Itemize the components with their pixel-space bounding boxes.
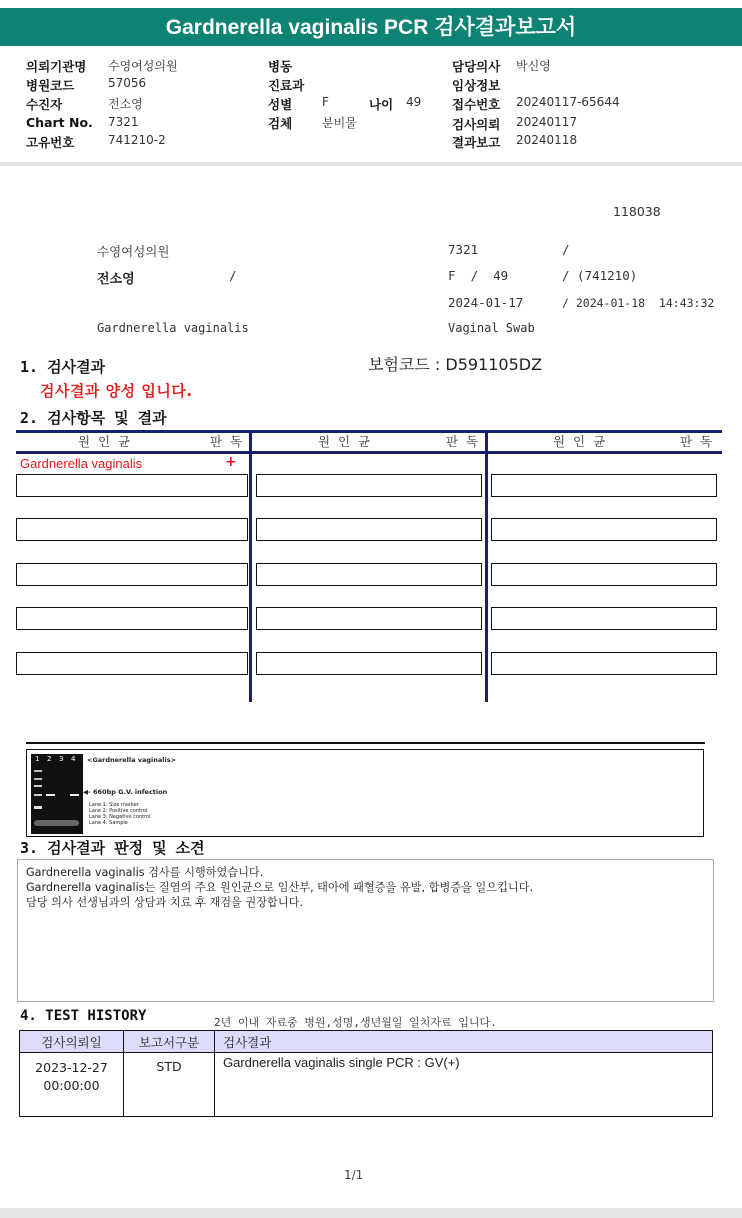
gel-image-panel bbox=[26, 749, 704, 837]
section1-title: 1. 검사결과 bbox=[20, 358, 106, 376]
result-cell bbox=[16, 563, 248, 586]
header-label: 의뢰기관명 bbox=[26, 59, 87, 74]
result-cell bbox=[491, 518, 717, 541]
table-row bbox=[20, 1053, 713, 1117]
header-divider bbox=[0, 162, 742, 166]
report-id: 118038 bbox=[613, 204, 661, 219]
history-date: 2023-12-27 bbox=[35, 1060, 108, 1075]
gel-lane-number: 2 bbox=[47, 755, 52, 763]
gel-lane-number: 4 bbox=[71, 755, 76, 763]
col-judgement-label: 판 독 bbox=[680, 434, 713, 449]
gel-lane-number: 1 bbox=[35, 755, 40, 763]
history-type: STD bbox=[124, 1053, 215, 1117]
header-value: 분비물 bbox=[322, 116, 357, 130]
header-value: 7321 bbox=[108, 115, 139, 129]
history-header-date: 검사의뢰일 bbox=[20, 1031, 124, 1053]
summary-patient: 전소영 bbox=[97, 272, 135, 287]
history-result: Gardnerella vaginalis single PCR : GV(+) bbox=[215, 1053, 713, 1117]
col-organism-label: 원 인 균 bbox=[78, 434, 131, 449]
history-header-result: 검사결과 bbox=[215, 1031, 713, 1053]
header-label: 접수번호 bbox=[452, 97, 501, 112]
gel-arrow-icon: ◀- bbox=[83, 788, 91, 796]
result-cell bbox=[256, 652, 482, 675]
col-judgement-label: 판 독 bbox=[210, 434, 243, 449]
header-label: 진료과 bbox=[268, 78, 305, 93]
history-table bbox=[19, 1030, 713, 1117]
page-bottom-bar bbox=[0, 1208, 742, 1218]
header-value: 전소영 bbox=[108, 97, 143, 111]
result-cell bbox=[256, 563, 482, 586]
header-label: 검체 bbox=[268, 116, 293, 131]
gel-photo bbox=[31, 754, 83, 834]
header-label: 결과보고 bbox=[452, 135, 501, 150]
page-number: 1/1 bbox=[344, 1168, 364, 1182]
result-cell bbox=[256, 518, 482, 541]
section2-title: 2. 검사항목 및 결과 bbox=[20, 409, 167, 427]
header-label: 수진자 bbox=[26, 97, 63, 112]
header-value: 수영여성의원 bbox=[108, 59, 178, 73]
result-cell bbox=[16, 518, 248, 541]
summary-slash: / bbox=[562, 242, 570, 257]
header-label: 병동 bbox=[268, 59, 293, 74]
history-date-cell bbox=[20, 1053, 124, 1117]
summary-hospital: 수영여성의원 bbox=[97, 244, 170, 259]
header-value: 박신영 bbox=[516, 59, 551, 73]
gel-divider bbox=[26, 742, 705, 744]
col-organism-label: 원 인 균 bbox=[318, 434, 371, 449]
header-label: 고유번호 bbox=[26, 135, 75, 150]
result-cell bbox=[491, 607, 717, 630]
history-time: 00:00:00 bbox=[43, 1078, 100, 1093]
history-note: 2년 이내 자료중 병원,성명,생년월일 일치자료 입니다. bbox=[214, 1016, 497, 1029]
summary-chart: 7321 bbox=[448, 242, 479, 257]
history-header-row bbox=[20, 1031, 713, 1053]
comment-box bbox=[17, 859, 714, 1002]
gel-title: <Gardnerella vaginalis> bbox=[87, 756, 177, 764]
age-label: 나이 bbox=[369, 97, 394, 112]
result-cell bbox=[491, 474, 717, 497]
header-label: 성별 bbox=[268, 97, 293, 112]
insurance-code: 보험코드 : D591105DZ bbox=[368, 355, 543, 374]
header-label: 담당의사 bbox=[452, 59, 501, 74]
gel-legend-item: Lane 1: Size marker bbox=[89, 802, 139, 808]
summary-receive-date: 2024-01-17 bbox=[448, 295, 524, 310]
section3-title: 3. 검사결과 판정 및 소견 bbox=[20, 839, 205, 857]
gel-legend-item: Lane 3: Negative control bbox=[89, 814, 151, 820]
gel-marker-note: 660bp G.V. infection bbox=[93, 788, 168, 796]
summary-specimen: Vaginal Swab bbox=[448, 321, 535, 335]
age-value: 49 bbox=[406, 95, 422, 109]
gel-lane-number: 3 bbox=[59, 755, 64, 763]
header-label: Chart No. bbox=[26, 115, 93, 130]
result-cell bbox=[491, 563, 717, 586]
header-value: 741210-2 bbox=[108, 133, 166, 147]
col-judgement-label: 판 독 bbox=[446, 434, 479, 449]
result-cell bbox=[491, 652, 717, 675]
summary-test-name: Gardnerella vaginalis bbox=[97, 321, 249, 335]
result-cell bbox=[256, 474, 482, 497]
col-organism-label: 원 인 균 bbox=[553, 434, 606, 449]
header-label: 검사의뢰 bbox=[452, 117, 501, 132]
header-label: 병원코드 bbox=[26, 78, 75, 93]
result-item-name: Gardnerella vaginalis bbox=[20, 456, 143, 471]
result-cell bbox=[16, 652, 248, 675]
header-value: 20240118 bbox=[516, 133, 578, 147]
header-value: F bbox=[322, 95, 329, 109]
result-text: 검사결과 양성 입니다. bbox=[40, 382, 193, 400]
result-cell bbox=[16, 474, 248, 497]
summary-slash: / bbox=[229, 268, 237, 283]
header-value: 20240117 bbox=[516, 115, 578, 129]
header-label: 임상정보 bbox=[452, 78, 501, 93]
section4-title: 4. TEST HISTORY bbox=[20, 1008, 147, 1024]
history-header-type: 보고서구분 bbox=[124, 1031, 215, 1053]
report-title: Gardnerella vaginalis PCR 검사결과보고서 bbox=[0, 8, 742, 46]
comment-line: Gardnerella vaginalis는 질염의 주요 원인균으로 임산부, 태아에 패혈증을 유발, 합병증을 일으킵니다. bbox=[26, 881, 534, 894]
header-value: 20240117-65644 bbox=[516, 95, 620, 109]
gel-legend-item: Lane 4: Sample bbox=[89, 820, 128, 826]
gel-legend-item: Lane 2: Positive control bbox=[89, 808, 148, 814]
result-cell bbox=[16, 607, 248, 630]
summary-report-datetime: / 2024-01-18 14:43:32 bbox=[562, 296, 715, 310]
comment-line: 담당 의사 선생님과의 상담과 치료 후 재검을 권장합니다. bbox=[26, 896, 304, 909]
grid-divider bbox=[485, 430, 488, 702]
summary-sex-age: F / 49 bbox=[448, 268, 509, 283]
result-cell bbox=[256, 607, 482, 630]
result-item-judgement: + bbox=[225, 454, 237, 470]
header-value: 57056 bbox=[108, 76, 147, 90]
grid-divider bbox=[249, 430, 252, 702]
comment-line: Gardnerella vaginalis 검사를 시행하였습니다. bbox=[26, 866, 264, 879]
summary-birth: / (741210) bbox=[562, 268, 638, 283]
